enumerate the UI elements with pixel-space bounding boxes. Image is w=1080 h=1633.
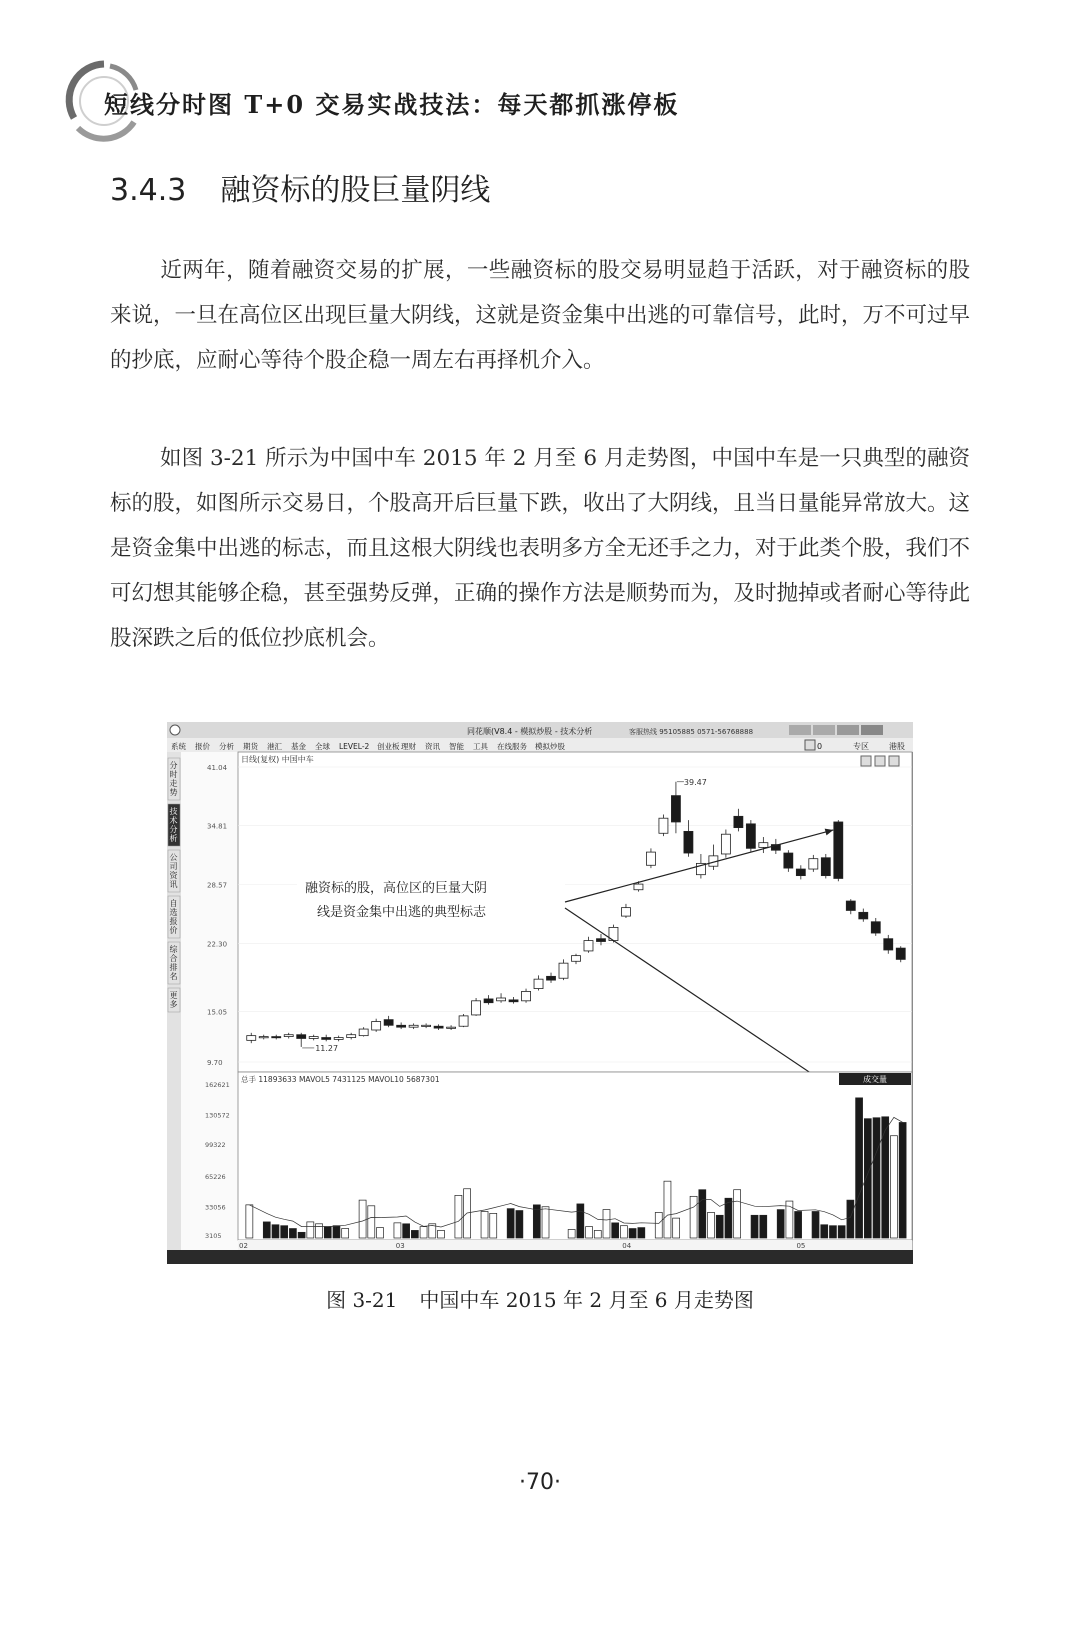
side-tab-char: 资 <box>169 871 178 880</box>
menu-item[interactable]: 全球 <box>315 742 330 751</box>
bullish-candle <box>347 1035 356 1038</box>
bullish-candle <box>459 1016 468 1026</box>
side-tab-char: 报 <box>169 917 178 926</box>
window-title: 同花顺(V8.4 - 模拟炒股 - 技术分析 <box>467 727 593 736</box>
volume-bar-up <box>786 1201 793 1238</box>
volume-bar-down <box>263 1222 270 1238</box>
side-tab-char: 选 <box>169 908 178 917</box>
volume-bar-up <box>394 1223 401 1238</box>
volume-label: 总手 11893633 MAVOL5 7431125 MAVOL10 5687301 <box>241 1075 440 1084</box>
bearish-candle <box>547 976 556 980</box>
chart-label: 日线(复权) 中国中车 <box>241 755 314 764</box>
volume-badge[interactable]: 成交量 <box>863 1075 887 1084</box>
side-tab-char: 时 <box>169 770 178 779</box>
annotation-line-1: 融资标的股，高位区的巨量大阴 <box>305 881 488 896</box>
page-number-value: 70 <box>526 1470 554 1495</box>
date-tick-label: 03 <box>395 1242 405 1250</box>
side-tab-char: 术 <box>169 816 178 825</box>
low-price-label: 11.27 <box>315 1043 339 1053</box>
volume-bar-down <box>281 1226 288 1238</box>
volume-bar-down <box>716 1215 723 1238</box>
bearish-candle <box>272 1037 281 1038</box>
menu-item[interactable]: 分析 <box>219 742 234 751</box>
side-tab-char: 技 <box>169 807 178 816</box>
maximize-button[interactable] <box>813 725 835 735</box>
bullish-candle <box>247 1036 256 1041</box>
side-tab-char: 公 <box>169 853 178 862</box>
side-tab-char: 综 <box>169 945 178 954</box>
bearish-candle <box>796 869 805 876</box>
menu-item[interactable]: 基金 <box>291 742 306 751</box>
volume-bar-down <box>272 1225 279 1238</box>
section-title: 融资标的股巨量阴线 <box>220 173 491 208</box>
bullish-candle <box>721 834 730 854</box>
close-button[interactable] <box>861 725 883 735</box>
bullish-candle <box>584 941 593 951</box>
side-tab-char: 司 <box>169 862 178 871</box>
bearish-candle <box>596 939 605 942</box>
menu-item[interactable]: 工具 <box>473 742 488 751</box>
paragraph-1-text: 近两年，随着融资交易的扩展，一些融资标的股交易明显趋于活跃，对于融资标的股来说，一旦在高位区出现巨量大阴线，这就是资金集中出逃的可靠信号，此时，万不可过早的抄底，应耐心等待个股企稳一周左右再择机介入。 <box>110 258 971 373</box>
volume-bar-down <box>612 1223 619 1238</box>
side-tab-char: 分 <box>169 825 178 834</box>
bullish-candle <box>559 963 568 978</box>
volume-bar-up <box>673 1218 680 1238</box>
high-price-label: 39.47 <box>683 777 707 787</box>
volume-bar-up <box>664 1181 671 1238</box>
volume-bar-down <box>507 1209 514 1238</box>
bullish-candle <box>447 1027 456 1028</box>
bullish-candle <box>334 1038 343 1040</box>
volume-bar-up <box>568 1229 575 1238</box>
bearish-candle <box>821 858 830 876</box>
bearish-candle <box>384 1020 393 1026</box>
bullish-candle <box>646 852 655 865</box>
toolbar-counter: 0 <box>817 742 823 751</box>
volume-bar-down <box>516 1211 523 1238</box>
chart-close-icon[interactable] <box>889 756 899 766</box>
bullish-candle <box>621 908 630 916</box>
bearish-candle <box>784 853 793 868</box>
volume-bar-down <box>324 1227 331 1238</box>
volume-tick-label: 3105 <box>205 1232 222 1241</box>
volume-bar-down <box>298 1232 305 1238</box>
minimize-button[interactable] <box>789 725 811 735</box>
side-tabs <box>168 758 180 1012</box>
volume-bar-up <box>708 1212 715 1238</box>
bearish-candle <box>846 901 855 910</box>
volume-bar-up <box>359 1200 366 1238</box>
menu-item[interactable]: 创业板 <box>377 742 400 751</box>
volume-tick-label: 33056 <box>205 1203 226 1212</box>
bullish-candle <box>359 1029 368 1036</box>
price-tick-label: 34.81 <box>207 822 228 831</box>
bullish-candle <box>309 1037 318 1039</box>
bullish-candle <box>259 1037 268 1038</box>
figure-caption <box>0 1284 1080 1313</box>
volume-bar-up <box>316 1224 323 1238</box>
bearish-candle <box>834 822 843 878</box>
volume-bar-up <box>377 1228 384 1238</box>
volume-bar-down <box>638 1228 645 1238</box>
bearish-candle <box>884 939 893 950</box>
price-tick-label: 15.05 <box>207 1008 228 1017</box>
restore-button[interactable] <box>837 725 859 735</box>
menu-item[interactable]: 系统 <box>171 742 186 751</box>
volume-bar-down <box>899 1122 906 1238</box>
menu-item[interactable]: 期货 <box>243 742 258 751</box>
volume-bar-down <box>864 1119 871 1238</box>
hk-stock-link[interactable]: 港股 <box>889 742 905 751</box>
side-tab-char: 更 <box>169 991 178 1000</box>
menu-item[interactable]: 智能 <box>449 742 464 751</box>
volume-bar-down <box>289 1229 296 1238</box>
volume-tick-label: 99322 <box>205 1140 226 1149</box>
volume-bar-up <box>246 1205 253 1238</box>
volume-bar-up <box>594 1230 601 1238</box>
bearish-candle <box>322 1038 331 1040</box>
side-tab-char: 析 <box>169 834 178 843</box>
price-tick-label: 9.70 <box>207 1059 223 1067</box>
volume-bar-up <box>890 1136 897 1238</box>
bullish-candle <box>422 1025 431 1026</box>
zone-link[interactable]: 专区 <box>853 742 869 751</box>
side-tab-char: 名 <box>169 972 178 981</box>
side-tab-char: 势 <box>169 788 178 797</box>
annotation-line-2: 线是资金集中出逃的典型标志 <box>317 905 487 920</box>
paragraph-2-text: 如图 3-21 所示为中国中车 2015 年 2 月至 6 月走势图，中国中车是一只典型的融资标的股，如图所示交易日，个股高开后巨量下跌，收出了大阴线，且当日量能异常放大。这是资金集中出逃的标志，而且这根大阴线也表明多方全无还手之力，对于此类个股，我们不可幻想其能够企稳，甚至强势反弹，正确的操作方法是顺势而为，及时抛掉或者耐心等待此股深跌之后的低位抄底机会。 <box>110 446 971 651</box>
volume-bar-up <box>307 1222 314 1238</box>
volume-tick-label: 130572 <box>205 1111 230 1120</box>
bearish-candle <box>297 1035 306 1039</box>
monitor-icon[interactable] <box>805 740 815 750</box>
price-tick-label: 28.57 <box>207 881 228 890</box>
price-tick-label: 22.30 <box>207 940 228 949</box>
running-header <box>64 56 764 166</box>
paragraph-1 <box>110 248 970 383</box>
bearish-candle <box>397 1025 406 1027</box>
date-tick-label: 02 <box>239 1242 248 1250</box>
stock-chart-figure <box>167 722 913 1264</box>
chart-zoom-icon[interactable] <box>875 756 885 766</box>
volume-tick-label: 162621 <box>205 1081 230 1089</box>
volume-bar-up <box>342 1229 349 1238</box>
bearish-candle <box>896 948 905 959</box>
page-number: ·70· <box>519 1470 561 1495</box>
bullish-candle <box>759 843 768 848</box>
status-bar <box>167 1250 913 1264</box>
side-tab-char: 合 <box>169 954 178 963</box>
volume-bar-down <box>725 1198 732 1238</box>
bullish-candle <box>659 818 668 833</box>
bullish-candle <box>522 991 531 1000</box>
bearish-candle <box>671 796 680 822</box>
menu-item[interactable]: 在线服务 <box>497 742 527 751</box>
volume-bar-up <box>542 1207 549 1238</box>
menu-item[interactable]: 理财 <box>401 742 416 751</box>
bearish-candle <box>734 816 743 827</box>
bearish-candle <box>871 922 880 933</box>
volume-bar-down <box>777 1210 784 1238</box>
menu-item[interactable]: 报价 <box>195 742 210 751</box>
book-title: 短线分时图 T+0 交易实战技法：每天都抓涨停板 <box>104 90 680 119</box>
volume-bar-up <box>438 1230 445 1238</box>
side-tab-char: 价 <box>169 926 178 935</box>
volume-bar-up <box>620 1226 627 1238</box>
volume-bar-down <box>795 1211 802 1238</box>
bullish-candle <box>497 998 506 1001</box>
date-tick-label: 05 <box>796 1242 806 1250</box>
bullish-candle <box>534 979 543 988</box>
bullish-candle <box>634 884 643 890</box>
volume-bar-down <box>882 1117 889 1238</box>
menu-items <box>171 741 565 751</box>
bullish-candle <box>572 956 581 962</box>
bullish-candle <box>809 859 818 869</box>
section-heading <box>110 165 490 209</box>
volume-bar-up <box>603 1210 610 1238</box>
caption-text: 中国中车 2015 年 2 月至 6 月走势图 <box>419 1288 754 1312</box>
volume-bar-up <box>368 1206 375 1238</box>
bullish-candle <box>284 1035 293 1037</box>
menu-item[interactable]: LEVEL-2 <box>339 742 370 751</box>
volume-bar-up <box>734 1190 741 1238</box>
volume-chart-area <box>238 1072 912 1240</box>
side-tab-char: 走 <box>169 779 178 788</box>
volume-bar-down <box>821 1225 828 1238</box>
volume-tick-label: 65226 <box>205 1173 226 1182</box>
bearish-candle <box>684 831 693 853</box>
bearish-candle <box>509 1000 518 1002</box>
bearish-candle <box>746 824 755 848</box>
section-number: 3.4.3 <box>110 173 187 208</box>
volume-bar-down <box>847 1200 854 1238</box>
volume-bar-down <box>751 1215 758 1238</box>
side-tab-char: 分 <box>169 761 178 770</box>
side-tab-char: 自 <box>169 899 178 908</box>
window-info: 客服热线 95105885 0571-56768888 <box>629 728 754 736</box>
bullish-candle <box>472 1001 481 1015</box>
menu-item[interactable]: 港汇 <box>267 742 282 751</box>
date-axis <box>238 1240 912 1250</box>
volume-bar-up <box>455 1195 462 1238</box>
app-icon <box>170 725 180 735</box>
date-tick-label: 04 <box>622 1242 632 1250</box>
volume-bar-up <box>655 1212 662 1238</box>
bearish-candle <box>484 999 493 1003</box>
volume-bar-up <box>481 1211 488 1238</box>
bearish-candle <box>859 912 868 919</box>
volume-bar-down <box>873 1118 880 1238</box>
volume-bar-up <box>586 1227 593 1238</box>
volume-bar-down <box>411 1230 418 1238</box>
volume-bar-down <box>333 1226 340 1238</box>
price-tick-label: 41.04 <box>207 764 228 772</box>
volume-bar-down <box>856 1098 863 1238</box>
menu-item[interactable]: 模拟炒股 <box>535 742 565 751</box>
bearish-candle <box>434 1026 443 1028</box>
bullish-candle <box>372 1022 381 1030</box>
side-tab-char: 排 <box>169 963 178 972</box>
volume-bar-down <box>829 1226 836 1238</box>
volume-bar-down <box>699 1190 706 1238</box>
menu-item[interactable]: 资讯 <box>425 742 440 751</box>
volume-bar-down <box>838 1226 845 1238</box>
paragraph-2 <box>110 436 970 661</box>
volume-bar-up <box>420 1227 427 1238</box>
side-tab-char: 多 <box>169 1000 178 1009</box>
volume-bar-down <box>403 1224 410 1238</box>
chart-settings-icon[interactable] <box>861 756 871 766</box>
volume-bar-up <box>690 1196 697 1238</box>
bullish-candle <box>409 1025 418 1027</box>
caption-number: 图 3-21 <box>326 1288 398 1312</box>
volume-bar-down <box>812 1211 819 1238</box>
volume-bar-down <box>760 1215 767 1238</box>
volume-bar-up <box>490 1213 497 1238</box>
side-tab-char: 讯 <box>169 880 178 889</box>
volume-bar-down <box>629 1229 636 1238</box>
volume-bar-down <box>577 1204 584 1238</box>
